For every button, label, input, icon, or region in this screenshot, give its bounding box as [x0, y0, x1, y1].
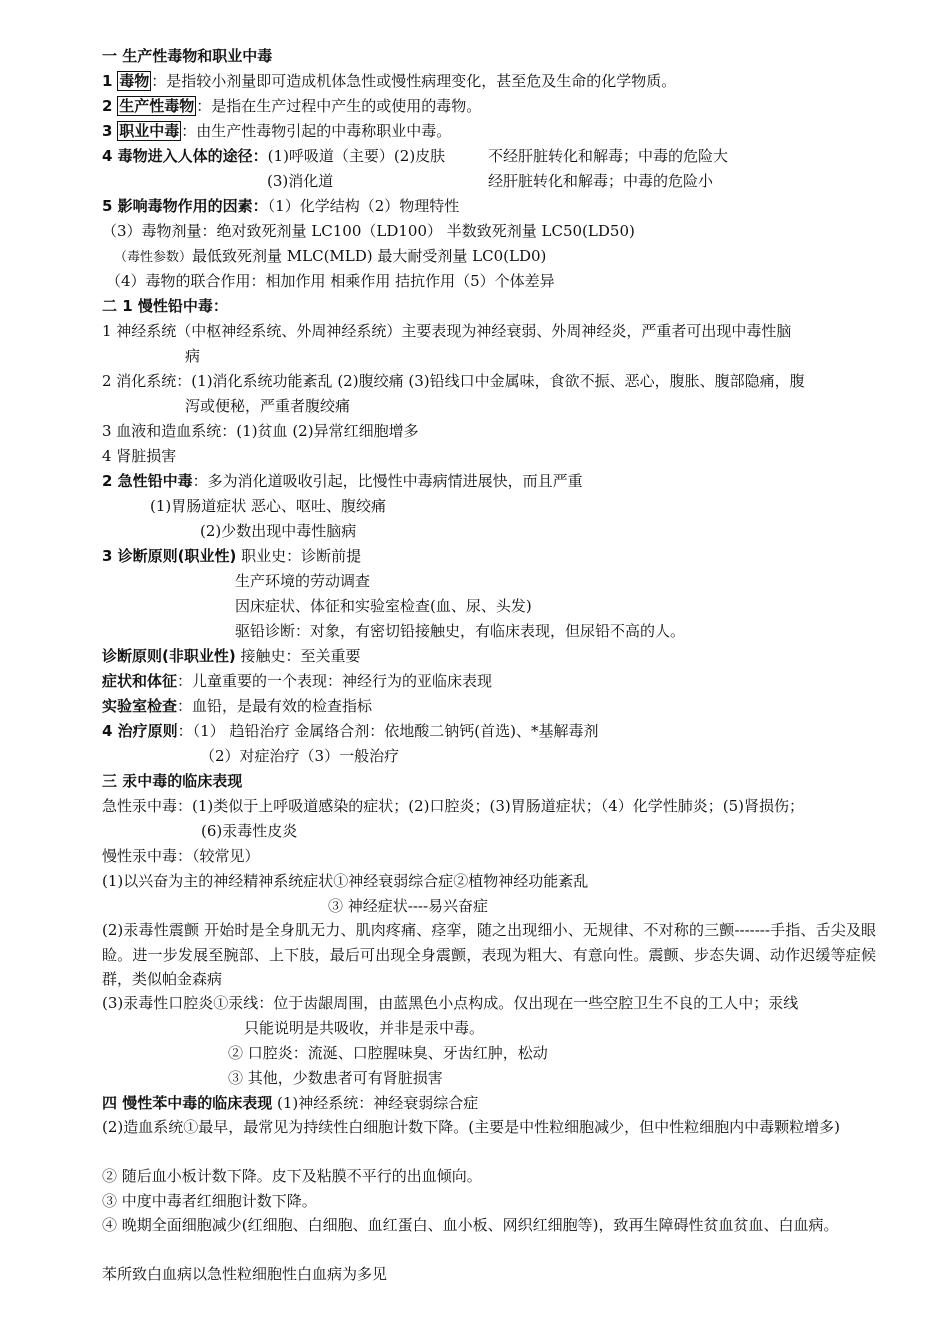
- treatment-1: 4 治疗原则：（1） 趋铅治疗 金属络合剂：依地酸二钠钙(首选)、*基解毒剂: [102, 722, 599, 740]
- section-1-heading: 一 生产性毒物和职业中毒: [102, 47, 273, 65]
- benzene-blood-1: (2)造血系统①最早，最常见为持续性白细胞计数下降。(主要是中性粒细胞减少，但中性粒细胞内中毒颗粒增多): [102, 1118, 840, 1136]
- lead-nervous: 1 神经系统（中枢神经系统、外周神经系统）主要表现为神经衰弱、外周神经炎，严重者可出现中毒性脑: [102, 322, 792, 340]
- entry-routes-note-a: 不经肝脏转化和解毒；中毒的危险大: [488, 147, 729, 165]
- entry-routes-note-b: 经肝脏转化和解毒；中毒的危险小: [488, 172, 714, 190]
- section-2-heading: 二 1 慢性铅中毒：: [102, 297, 228, 315]
- factors-line-2: （3）毒物剂量：绝对致死剂量 LC100（LD100） 半数致死剂量 LC50(LD50): [102, 222, 635, 240]
- diagnosis-4: 驱铅诊断：对象，有密切铅接触史，有临床表现，但尿铅不高的人。: [235, 622, 686, 640]
- acute-lead-1: (1)胃肠道症状 恶心、呕吐、腹绞痛: [150, 497, 387, 515]
- mercury-tremor: (2)汞毒性震颤 开始时是全身肌无力、肌肉疼痛、痉挛，随之出现细小、无规律、不对称的三颤-------手指、舌尖及眼睑。进一步发展至腕部、上下肢，最后可出现全身震颤，表现为粗大、有意向性。震颤、步态失调、动作迟缓等症候群，类似帕金森病: [102, 921, 876, 988]
- benzene-blood-2: ② 随后血小板计数下降。皮下及粘膜不平行的出血倾向。: [102, 1167, 482, 1185]
- diagnosis-nonoccupational: 诊断原则(非职业性) 接触史：至关重要: [102, 647, 361, 665]
- chronic-mercury-1: (1)以兴奋为主的神经精神系统症状①神经衰弱综合症②植物神经功能紊乱: [102, 872, 589, 890]
- factors-line-4: （4）毒物的联合作用：相加作用 相乘作用 拮抗作用（5）个体差异: [106, 272, 555, 290]
- section-4-heading-line: 四 慢性苯中毒的临床表现 (1)神经系统：神经衰弱综合症: [102, 1094, 479, 1112]
- acute-mercury: 急性汞中毒：(1)类似于上呼吸道感染的症状；(2)口腔炎；(3)胃肠道症状；（4）化学性肺炎；(5)肾损伤；: [102, 797, 805, 815]
- diagnosis-occupational: 3 诊断原则(职业性) 职业史：诊断前提: [102, 547, 362, 565]
- chronic-mercury: 慢性汞中毒：（较常见）: [102, 847, 260, 865]
- section-4-heading: 四 慢性苯中毒的临床表现: [102, 1094, 273, 1112]
- benzene-leukemia: 苯所致白血病以急性粒细胞性白血病为多见: [102, 1265, 388, 1283]
- chronic-mercury-1-cont: ③ 神经症状----易兴奋症: [328, 897, 489, 915]
- lead-digestive-cont: 泻或便秘，严重者腹绞痛: [185, 397, 351, 415]
- definition-poison: 1 毒物 ：是指较小剂量即可造成机体急性或慢性病理变化，甚至危及生命的化学物质。: [102, 72, 677, 90]
- definition-productive-poison: 2 生产性毒物 ：是指在生产过程中产生的或使用的毒物。: [102, 97, 482, 115]
- mercury-stomatitis-2: ② 口腔炎：流涎、口腔腥味臭、牙齿红肿，松动: [228, 1044, 548, 1062]
- factors-line-1: 5 影响毒物作用的因素：（1）化学结构（2）物理特性: [102, 197, 460, 215]
- lead-nervous-cont: 病: [185, 347, 201, 365]
- term-poison: 毒物: [119, 72, 150, 90]
- mercury-stomatitis-cont: 只能说明是共吸收，并非是汞中毒。: [244, 1019, 485, 1037]
- acute-mercury-cont: (6)汞毒性皮炎: [201, 822, 298, 840]
- lead-blood: 3 血液和造血系统：(1)贫血 (2)异常红细胞增多: [102, 422, 419, 440]
- symptoms-signs: 症状和体征：儿童重要的一个表现：神经行为的亚临床表现: [102, 672, 493, 690]
- lead-digestive: 2 消化系统：(1)消化系统功能紊乱 (2)腹绞痛 (3)铅线口中金属味，食欲不振、恶心，腹胀、腹部隐痛，腹: [102, 372, 805, 390]
- treatment-2: （2）对症治疗（3）一般治疗: [200, 747, 400, 765]
- benzene-blood-4: ④ 晚期全面细胞减少(红细胞、白细胞、血红蛋白、血小板、网织红细胞等)，致再生障碍性贫血贫血、白血病。: [102, 1216, 839, 1234]
- factors-line-3: （毒性参数）最低致死剂量 MLC(MLD) 最大耐受剂量 LC0(LD0): [114, 247, 547, 265]
- entry-routes: 4 毒物进入人体的途径：(1)呼吸道（主要）(2)皮肤: [102, 147, 446, 165]
- term-productive-poison: 生产性毒物: [119, 97, 195, 115]
- lead-kidney: 4 肾脏损害: [102, 447, 177, 465]
- mercury-stomatitis: (3)汞毒性口腔炎①汞线：位于齿龈周围，由蓝黑色小点构成。仅出现在一些空腔卫生不良的工人中；汞线: [102, 994, 799, 1012]
- lab-exam: 实验室检查：血铅，是最有效的检查指标: [102, 697, 373, 715]
- mercury-stomatitis-3: ③ 其他，少数患者可有肾脏损害: [228, 1069, 443, 1087]
- entry-routes-b: (3)消化道: [267, 172, 334, 190]
- benzene-blood-3: ③ 中度中毒者红细胞计数下降。: [102, 1192, 317, 1210]
- definition-occupational-poisoning: 3 职业中毒 ：由生产性毒物引起的中毒称职业中毒。: [102, 122, 452, 140]
- term-occupational-poisoning: 职业中毒: [119, 122, 180, 140]
- section-3-heading: 三 汞中毒的临床表现: [102, 772, 243, 790]
- acute-lead: 2 急性铅中毒：多为消化道吸收引起，比慢性中毒病情进展快，而且严重: [102, 472, 583, 490]
- acute-lead-2: (2)少数出现中毒性脑病: [200, 522, 357, 540]
- diagnosis-3: 因床症状、体征和实验室检查(血、尿、头发): [235, 597, 532, 615]
- diagnosis-2: 生产环境的劳动调查: [235, 572, 371, 590]
